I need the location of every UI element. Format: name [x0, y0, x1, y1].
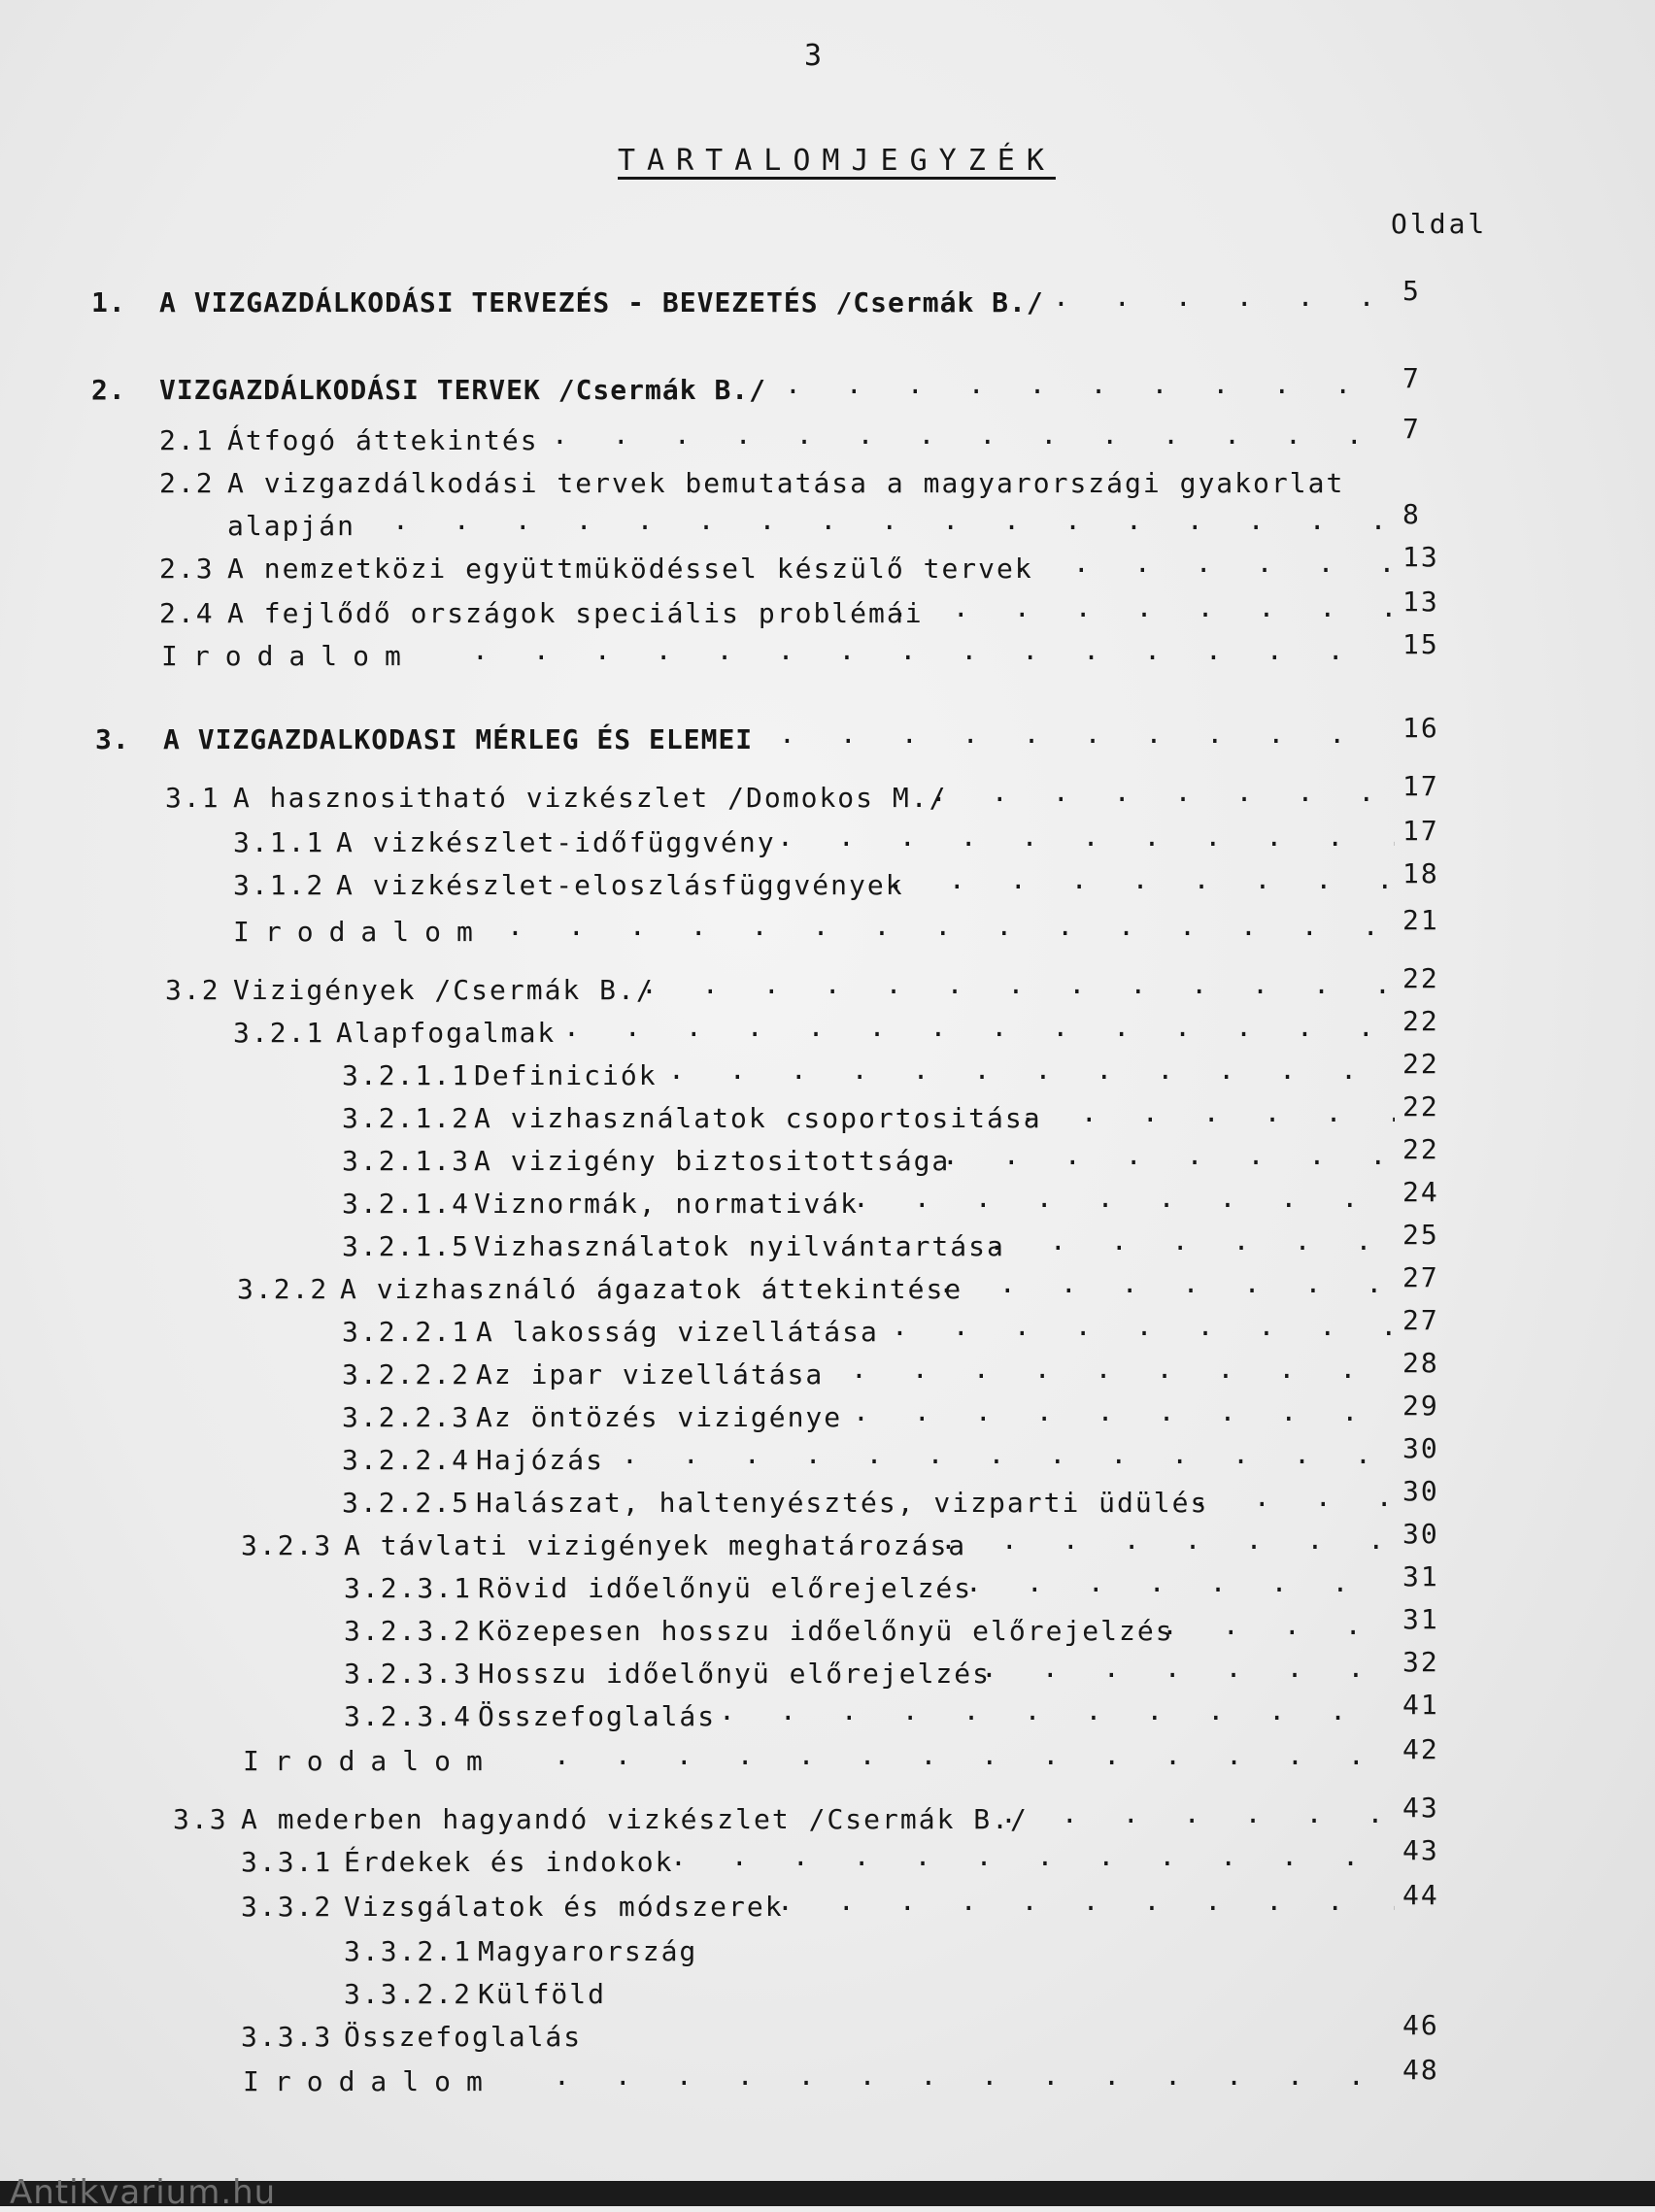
toc-entry	[0, 904, 1655, 952]
leader-dots	[719, 1692, 1395, 1730]
leader-dots	[942, 1136, 1395, 1175]
toc-entry	[0, 413, 1655, 460]
leader-dots	[670, 1837, 1395, 1876]
toc-entry-number: 3.1.2	[233, 869, 325, 901]
toc-entry-page: 5	[1402, 275, 1421, 307]
toc-entry-number: 3.3.2	[241, 1891, 333, 1923]
toc-entry-number: 3.2.1	[233, 1017, 325, 1049]
leader-dots	[554, 1736, 1395, 1775]
toc-entry-title: Hosszu időelőnyü előrejelzés	[478, 1658, 992, 1690]
toc-entry-number: 2.3	[159, 553, 215, 585]
toc-entry-title: Halászat, haltenyésztés, vizparti üdülés	[476, 1487, 1209, 1519]
toc-entry-number: 3.2.1.4	[342, 1188, 471, 1220]
toc-entry-page: 22	[1402, 1090, 1439, 1123]
toc-entry-page: 31	[1402, 1560, 1439, 1592]
toc-entry-number: 2.2	[159, 467, 215, 499]
toc-entry-page: 15	[1402, 628, 1439, 660]
toc-entry-page: 17	[1402, 815, 1439, 847]
leader-dots	[981, 1649, 1395, 1688]
toc-entry-title: Vizigények /Csermák B./	[233, 974, 655, 1006]
leader-dots	[554, 2057, 1395, 2095]
toc-entry-title: A VIZGAZDÁLKODÁSI TERVEZÉS - BEVEZETÉS /Csermák B./	[159, 286, 1044, 318]
leader-dots	[552, 416, 1393, 454]
leader-dots	[938, 1264, 1395, 1303]
toc-entry-number: 3.3.2.1	[344, 1935, 473, 1967]
toc-entry-title: A nemzetközi együttmüködéssel készülő tervek	[227, 553, 1033, 585]
toc-entry-number: 3.2.2.2	[342, 1358, 471, 1391]
toc-entry-title: Rövid időelőnyü előrejelzés	[478, 1572, 973, 1604]
toc-entry-title: A vizigény biztositottsága	[474, 1145, 951, 1177]
toc-entry-number: 3.2.2.5	[342, 1487, 471, 1519]
toc-entry-number: 3.2	[165, 974, 220, 1006]
toc-entry-number: 3.2.1.1	[342, 1059, 471, 1091]
toc-entry-title: VIZGAZDÁLKODÁSI TERVEK /Csermák B./	[159, 374, 767, 406]
toc-entry-number: 3.2.1.3	[342, 1145, 471, 1177]
toc-entry-number: 3.2.1.2	[342, 1102, 471, 1134]
toc-entry-page: 27	[1402, 1304, 1439, 1336]
leader-dots	[989, 1222, 1395, 1260]
toc-entry	[0, 275, 1655, 322]
toc-entry-page: 24	[1402, 1176, 1439, 1208]
leader-dots	[965, 1563, 1395, 1602]
toc-entry-page: 22	[1402, 962, 1439, 994]
toc-title: TARTALOMJEGYZÉK	[618, 144, 1056, 178]
toc-entry-number: 3.3	[173, 1803, 228, 1835]
leader-dots	[853, 1392, 1395, 1431]
toc-entry-page: 8	[1402, 498, 1421, 530]
toc-entry	[0, 1879, 1655, 1927]
toc-entry-page: 48	[1402, 2054, 1439, 2086]
toc-entry-title: A mederben hagyandó vizkészlet /Csermák B./	[241, 1803, 1029, 1835]
leader-dots	[472, 631, 1393, 670]
toc-entry	[0, 712, 1655, 759]
toc-entry-number: 3.3.1	[241, 1846, 333, 1878]
toc-entry-title: Közepesen hosszu időelőnyü előrejelzés	[478, 1615, 1174, 1647]
toc-entry-title: Átfogó áttekintés	[227, 424, 539, 456]
toc-entry-title: A vizkészlet-eloszlásfüggvények	[336, 869, 904, 901]
leader-dots	[851, 1350, 1395, 1389]
toc-entry-title: Az ipar vizellátása	[476, 1358, 825, 1391]
toc-entry-page: 30	[1402, 1518, 1439, 1550]
toc-entry-page: 46	[1402, 2009, 1439, 2041]
toc-entry-page: 22	[1402, 1005, 1439, 1037]
toc-entry-page: 27	[1402, 1261, 1439, 1293]
leader-dots	[888, 860, 1395, 899]
leader-dots	[1000, 1794, 1395, 1833]
toc-entry-title: Magyarország	[478, 1935, 698, 1967]
toc-entry-number: 1.	[91, 286, 126, 318]
toc-entry-page: 25	[1402, 1219, 1439, 1251]
toc-entry-title: A vizhasználatok csoportositása	[474, 1102, 1042, 1134]
toc-entry-title: A vizkészlet-időfüggvény	[336, 826, 776, 858]
toc-entry-page: 22	[1402, 1133, 1439, 1165]
leader-dots	[1020, 1093, 1395, 1132]
toc-entry-title: alapján	[227, 510, 356, 542]
toc-entry-page: 7	[1402, 413, 1421, 445]
toc-entry-page: 31	[1402, 1603, 1439, 1635]
toc-entry-title: A vizgazdálkodási tervek bemutatása a magyarországi gyakorlat	[227, 467, 1345, 499]
toc-entry-page: 21	[1402, 904, 1439, 936]
toc-entry-title: A fejlődő országok speciális problémái	[227, 597, 924, 629]
toc-entry-number: 3.2.3.1	[344, 1572, 473, 1604]
toc-entry-title: A vizhasználó ágazatok áttekintése	[340, 1273, 963, 1305]
toc-entry	[0, 1932, 1655, 1971]
toc-entry-number: 2.1	[159, 424, 215, 456]
toc-entry-title: A lakosság vizellátása	[476, 1316, 879, 1348]
toc-entry-page: 18	[1402, 857, 1439, 889]
toc-entry-number: 3.2.2.4	[342, 1444, 471, 1476]
toc-entry-title: Irodalom	[243, 2065, 498, 2097]
leader-dots	[940, 1521, 1395, 1559]
toc-entry-number: 3.2.2	[237, 1273, 329, 1305]
leader-dots	[779, 715, 1393, 754]
toc-entry-page: 29	[1402, 1390, 1439, 1422]
toc-entry-number: 3.2.3.4	[344, 1700, 473, 1732]
toc-entry-title: Vizsgálatok és módszerek	[344, 1891, 784, 1923]
page-column-header: Oldal	[1391, 208, 1488, 240]
leader-dots	[892, 588, 1393, 627]
toc-entry-number: 3.2.1.5	[342, 1230, 471, 1262]
toc-entry-title: Érdekek és indokok	[344, 1846, 674, 1878]
toc-entry-page: 22	[1402, 1048, 1439, 1080]
toc-entry-title: Összefoglalás	[344, 2021, 583, 2053]
leader-dots	[777, 1882, 1395, 1921]
toc-entry	[0, 628, 1655, 676]
toc-entry	[0, 1733, 1655, 1781]
toc-entry-title: Viznormák, normativák	[474, 1188, 860, 1220]
toc-entry-title: Vizhasználatok nyilvántartása	[474, 1230, 1005, 1262]
toc-entry-page: 43	[1402, 1792, 1439, 1824]
toc-entry-page: 13	[1402, 586, 1439, 618]
toc-entry-number: 3.2.2.3	[342, 1401, 471, 1433]
toc-entry-number: 3.2.2.1	[342, 1316, 471, 1348]
leader-dots	[777, 818, 1395, 856]
toc-entry-title: Irodalom	[233, 916, 489, 948]
leader-dots	[1053, 278, 1393, 317]
toc-entry-title: Irodalom	[161, 640, 417, 672]
toc-entry-number: 3.1.1	[233, 826, 325, 858]
leader-dots	[392, 501, 1393, 540]
leader-dots	[641, 965, 1395, 1004]
toc-entry-number: 2.	[91, 374, 126, 406]
leader-dots	[892, 1307, 1395, 1346]
toc-entry-page: 32	[1402, 1646, 1439, 1678]
toc-entry-number: 3.3.3	[241, 2021, 333, 2053]
leader-dots	[507, 907, 1395, 946]
toc-entry-title: Definiciók	[474, 1059, 658, 1091]
toc-entry-title: Összefoglalás	[478, 1700, 717, 1732]
toc-entry-page: 28	[1402, 1347, 1439, 1379]
leader-dots	[1193, 1478, 1395, 1517]
toc-entry-page: 44	[1402, 1879, 1439, 1911]
toc-entry-number: 3.3.2.2	[344, 1978, 473, 2010]
toc-entry-page: 42	[1402, 1733, 1439, 1765]
toc-entry-title: A hasznositható vizkészlet /Domokos M./	[233, 782, 948, 814]
toc-entry	[0, 2054, 1655, 2101]
toc-entry-title: A távlati vizigények meghatározása	[344, 1529, 967, 1561]
leader-dots	[930, 773, 1395, 812]
toc-entry-page: 17	[1402, 770, 1439, 802]
toc-entry-number: 3.1	[165, 782, 220, 814]
toc-entry-page: 43	[1402, 1834, 1439, 1866]
toc-entry-title: Alapfogalmak	[336, 1017, 557, 1049]
toc-entry-page: 13	[1402, 541, 1439, 573]
leader-dots	[622, 1435, 1395, 1474]
toc-entry-page: 30	[1402, 1475, 1439, 1507]
toc-entry-number: 3.2.3.3	[344, 1658, 473, 1690]
toc-entry-number: 3.	[95, 723, 130, 755]
toc-entry-number: 3.2.3.2	[344, 1615, 473, 1647]
leader-dots	[785, 365, 1393, 404]
toc-entry-page: 7	[1402, 362, 1421, 394]
leader-dots	[668, 1051, 1395, 1089]
toc-entry-page: 41	[1402, 1689, 1439, 1721]
page-number: 3	[804, 39, 823, 73]
leader-dots	[1162, 1606, 1395, 1645]
toc-entry-page: 30	[1402, 1432, 1439, 1464]
toc-entry-title: Irodalom	[243, 1745, 498, 1777]
leader-dots	[853, 1179, 1395, 1218]
toc-entry-title: Külföld	[478, 1978, 607, 2010]
toc-entry	[0, 857, 1655, 905]
toc-entry-number: 2.4	[159, 597, 215, 629]
toc-entry-title: Hajózás	[476, 1444, 605, 1476]
toc-entry-title: A VIZGAZDALKODASI MÉRLEG ÉS ELEMEI	[163, 723, 754, 755]
toc-entry-number: 3.2.3	[241, 1529, 333, 1561]
toc-entry-page: 16	[1402, 712, 1439, 744]
watermark: Antikvarium.hu	[10, 2173, 277, 2212]
toc-entry	[0, 362, 1655, 410]
toc-entry-title: Az öntözés vizigénye	[476, 1401, 843, 1433]
leader-dots	[1012, 544, 1393, 583]
leader-dots	[563, 1008, 1395, 1047]
